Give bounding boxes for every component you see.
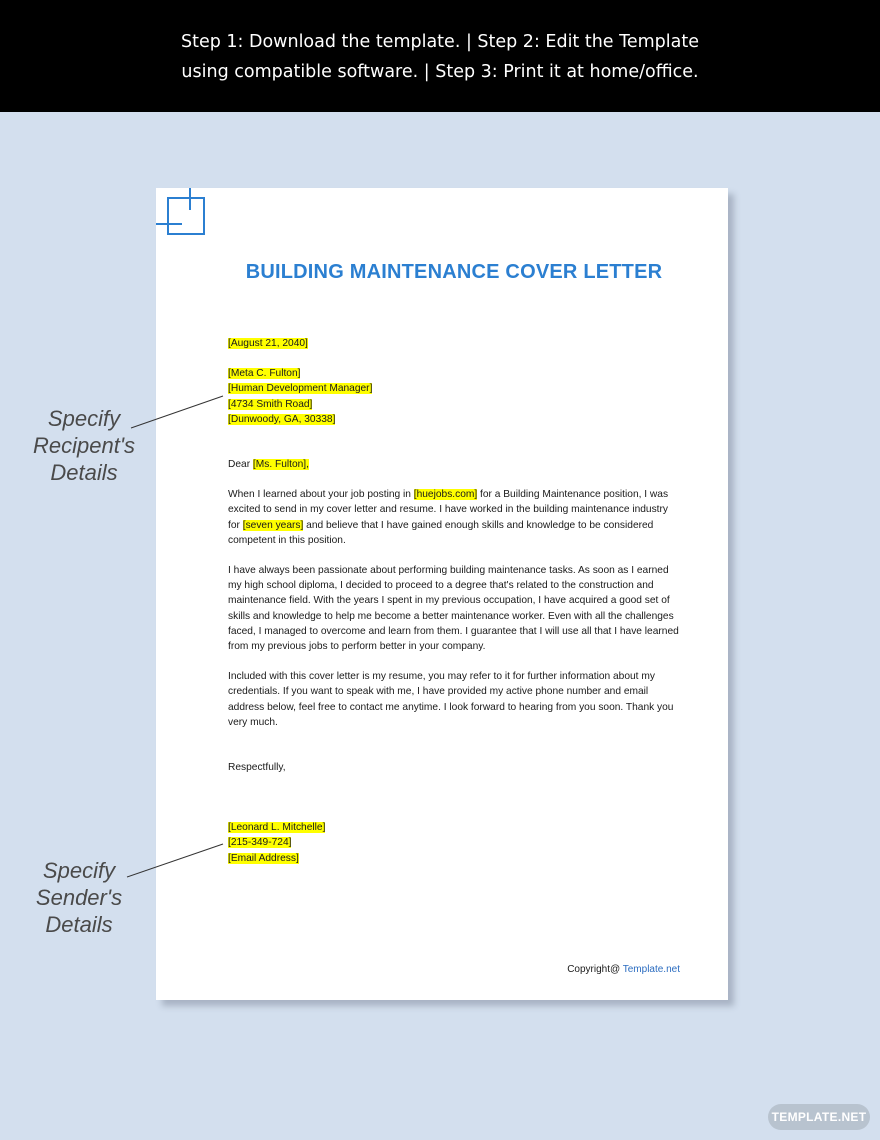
job-site-field: [huejobs.com] <box>413 489 478 501</box>
recipient-city: [Dunwoody, GA, 30338] <box>228 413 336 425</box>
sender-callout: Specify Sender's Details <box>35 858 123 937</box>
closing: Respectfully, <box>228 762 286 774</box>
document-title: BUILDING MAINTENANCE COVER LETTER <box>245 261 663 283</box>
sender-name: [Leonard L. Mitchelle] <box>228 822 326 834</box>
salutation: Dear [Ms. Fulton], <box>228 459 309 471</box>
recipient-name: [Meta C. Fulton] <box>228 368 301 380</box>
copyright-line: Copyright@ Template.net <box>567 964 680 975</box>
years-field: [seven years] <box>242 519 304 531</box>
salutation-name: [Ms. Fulton], <box>252 459 309 471</box>
paragraph-2: I have always been passionate about performing building maintenance tasks. As soon as I earned my high school diploma, I decided to proceed to a degree that's related to the construction and maintenance field. With the years I spent in my previous occupation, I have acquired a good set of skills and knowledge to help me become a better maintenance worker. Even with all the challenges faced, I managed to overcome and learn from them. I guarantee that I will use all that I have learned from my previous jobs to perform better in your company. <box>228 565 679 653</box>
recipient-callout: Specify Recipent's Details <box>32 406 136 485</box>
sender-callout-line <box>127 844 223 877</box>
sender-phone: [215-349-724] <box>228 837 292 849</box>
date-field: [August 21, 2040] <box>228 338 308 349</box>
template-net-badge[interactable]: TEMPLATE.NET <box>768 1104 870 1130</box>
paragraph-3: Included with this cover letter is my resume, you may refer to it for further information about my credentials. If you want to speak with me, I have provided my active phone number and email address below, feel free to contact me anytime. I look forward to hearing from you soon. Thank you very much. <box>228 671 674 728</box>
recipient-title: [Human Development Manager] <box>228 383 373 395</box>
banner-line-1: Step 1: Download the template. | Step 2: Edit the Template <box>180 32 699 52</box>
banner-line-2: using compatible software. | Step 3: Print it at home/office. <box>181 62 699 82</box>
recipient-street: [4734 Smith Road] <box>228 398 313 410</box>
paragraph-1: When I learned about your job posting in [huejobs.com] for a Building Maintenance position, I was excited to send in my cover letter and resume. I have worked in the building maintenance industry for [seven years] and believe that I have gained enough skills and knowledge to be considered competent in this position. <box>228 489 669 546</box>
copyright-link[interactable]: Template.net <box>622 964 680 975</box>
sender-email: [Email Address] <box>228 852 299 864</box>
